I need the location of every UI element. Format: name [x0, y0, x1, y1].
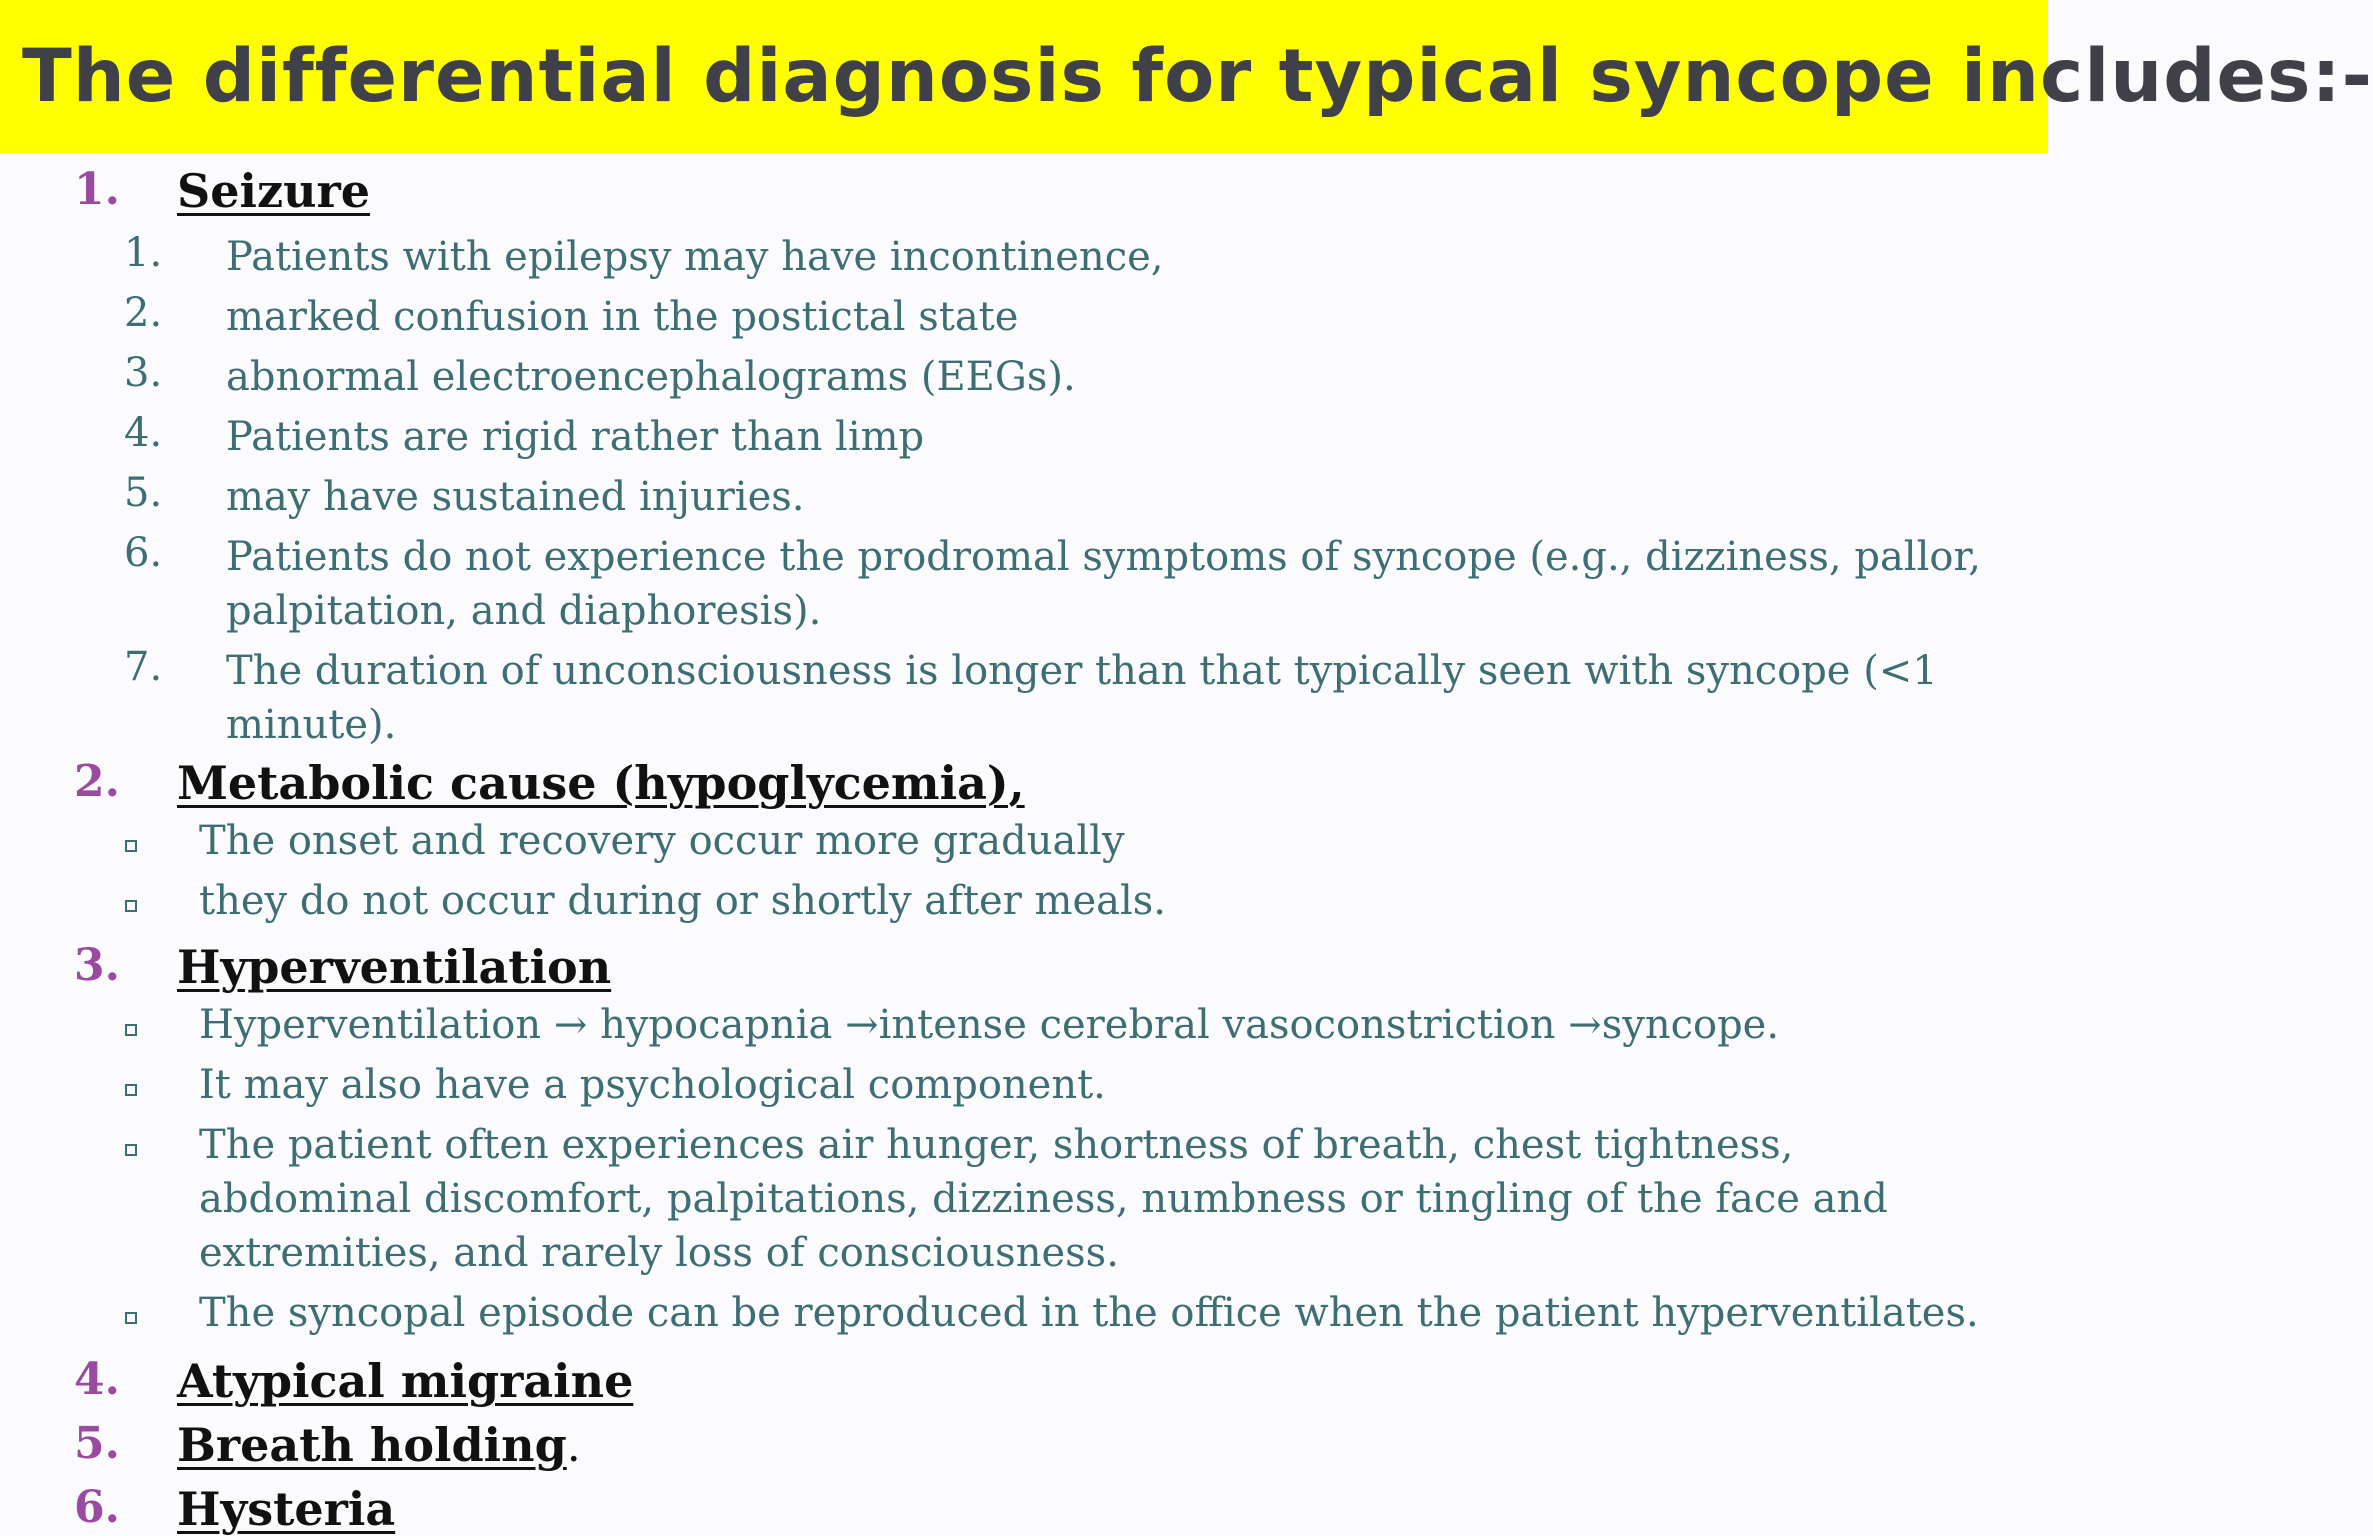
square-bullet-icon	[125, 900, 137, 912]
item-text: The duration of unconsciousness is longer than that typically seen with syncope (<1 minute).	[226, 648, 1938, 748]
item-number: 3.	[124, 350, 163, 396]
item-number: 4.	[124, 410, 163, 456]
section-title: Hysteria	[177, 1482, 396, 1536]
item-number: 1.	[124, 230, 163, 276]
section-title: Metabolic cause (hypoglycemia),	[177, 756, 1025, 810]
item-number: 5.	[124, 470, 163, 516]
item-text: Patients do not experience the prodromal symptoms of syncope (e.g., dizziness, pallor, palpitation, and diaphoresis).	[226, 534, 1981, 634]
item-text: abnormal electroencephalograms (EEGs).	[226, 354, 1076, 400]
square-bullet-icon	[125, 1084, 137, 1096]
bullet-text: Hyperventilation → hypocapnia →intense cerebral vasoconstriction →syncope.	[199, 1002, 1780, 1048]
section-number: 5.	[74, 1418, 120, 1469]
section-title: Seizure	[177, 164, 371, 218]
section-title: Hyperventilation	[177, 940, 612, 994]
section-title: Atypical migraine	[177, 1354, 634, 1408]
item-text: Patients with epilepsy may have incontinence,	[226, 234, 1164, 280]
item-number: 6.	[124, 530, 163, 576]
slide-title: The differential diagnosis for typical syncope includes:-	[22, 34, 2373, 119]
section-number: 3.	[74, 940, 120, 991]
bullet-text: The onset and recovery occur more gradually	[199, 818, 1125, 864]
section-number: 2.	[74, 756, 120, 807]
bullet-text: The syncopal episode can be reproduced in the office when the patient hyperventilates.	[199, 1290, 1979, 1336]
item-number: 2.	[124, 290, 163, 336]
square-bullet-icon	[125, 1144, 137, 1156]
item-number: 7.	[124, 644, 163, 690]
section-number: 1.	[74, 164, 120, 215]
bullet-text: they do not occur during or shortly after meals.	[199, 878, 1167, 924]
item-text: marked confusion in the postictal state	[226, 294, 1019, 340]
item-text: may have sustained injuries.	[226, 474, 805, 520]
section-number: 4.	[74, 1354, 120, 1405]
section-title-suffix: .	[566, 1421, 581, 1472]
square-bullet-icon	[125, 1024, 137, 1036]
title-bar	[0, 0, 2373, 153]
bullet-text: The patient often experiences air hunger, shortness of breath, chest tightness, abdominal discomfort, palpitations, dizziness, numbness or tingling of the face and extremities, and rarely loss of consciousness.	[199, 1122, 1888, 1276]
item-text: Patients are rigid rather than limp	[226, 414, 925, 460]
bullet-text: It may also have a psychological component.	[199, 1062, 1106, 1108]
square-bullet-icon	[125, 840, 137, 852]
section-title-wrap	[177, 1418, 581, 1472]
section-number: 6.	[74, 1482, 120, 1533]
square-bullet-icon	[125, 1312, 137, 1324]
section-title: Breath holding	[177, 1418, 567, 1472]
